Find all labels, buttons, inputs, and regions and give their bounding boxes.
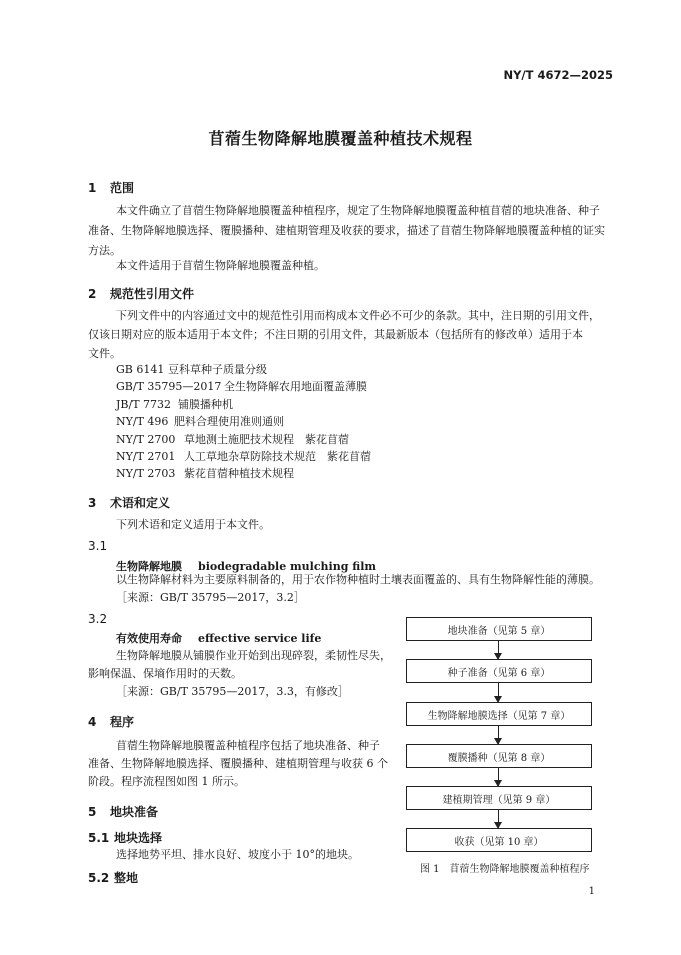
flowchart-step: 地块准备（见第 5 章）: [406, 617, 592, 641]
flowchart-step: 种子准备（见第 6 章）: [406, 659, 592, 683]
term-cn: 生物降解地膜: [116, 560, 182, 573]
term-definition-line: 生物降解地膜从铺膜作业开始到出现碎裂，柔韧性尽失，: [116, 649, 391, 662]
s1-scope-paragraph: 本文件适用于苜蓿生物降解地膜覆盖种植。: [116, 259, 325, 272]
flowchart-step: 覆膜播种（见第 8 章）: [406, 744, 592, 768]
term-3-2: [116, 630, 321, 646]
figure-caption: 图 1 苜蓿生物降解地膜覆盖种植程序: [420, 864, 590, 875]
reference-code: NY/T 2701: [116, 450, 176, 463]
reference-item: [116, 464, 294, 485]
flowchart-step: 建植期管理（见第 9 章）: [406, 786, 592, 810]
s2-paragraph-line: 文件。: [88, 347, 121, 360]
document-number: NY/T 4672—2025: [503, 68, 613, 82]
subsection-title: 整地: [114, 871, 139, 885]
section-number: 3: [88, 496, 97, 510]
reference-code: GB/T 35795—2017: [116, 380, 222, 393]
reference-title: 草地测土施肥技术规程 紫花苜蓿: [184, 433, 349, 446]
section-title: 程序: [110, 715, 135, 729]
page-number: 1: [588, 886, 595, 897]
flow-arrow: [498, 683, 499, 702]
section-5-heading: [88, 803, 158, 820]
reference-title: 肥料合理使用准则通则: [174, 415, 284, 428]
flow-arrow: [498, 641, 499, 659]
section-2-heading: [88, 285, 194, 302]
flowchart-step: 生物降解地膜选择（见第 7 章）: [406, 702, 592, 726]
term-number: 3.1: [88, 539, 108, 553]
section-number: 1: [88, 181, 97, 195]
section-title: 地块准备: [110, 805, 159, 819]
term-number: 3.2: [88, 612, 108, 626]
reference-title: 紫花苜蓿种植技术规程: [184, 467, 294, 480]
term-definition-line: 影响保温、保墒作用时的天数。: [88, 667, 242, 680]
s5-1-text: 选择地势平坦、排水良好、坡度小于 10°的地块。: [116, 848, 359, 861]
s2-paragraph-line: 下列文件中的内容通过文中的规范性引用而构成本文件必不可少的条款。其中，注日期的引用文件，: [116, 309, 600, 322]
s4-paragraph-line: 苜蓿生物降解地膜覆盖种植程序包括了地块准备、种子: [116, 739, 380, 752]
reference-title: 人工草地杂草防除技术规范 紫花苜蓿: [184, 450, 371, 463]
reference-code: JB/T 7732: [116, 398, 172, 411]
section-title: 范围: [110, 181, 135, 195]
reference-title: 全生物降解农用地面覆盖薄膜: [224, 380, 367, 393]
reference-code: NY/T 2700: [116, 433, 176, 446]
subsection-title: 地块选择: [114, 831, 163, 845]
subsection-number: 5.2: [88, 871, 110, 885]
section-title: 规范性引用文件: [110, 287, 195, 301]
flow-arrow: [498, 810, 499, 828]
page-title: 苜蓿生物降解地膜覆盖种植技术规程: [208, 129, 473, 148]
flow-arrow: [498, 768, 499, 786]
section-title: 术语和定义: [110, 496, 171, 510]
flowchart-step: 收获（见第 10 章）: [406, 828, 592, 852]
section-4-heading: [88, 713, 134, 730]
reference-code: GB 6141: [116, 363, 165, 376]
flow-arrow: [498, 726, 499, 744]
s1-paragraph-line: 本文件确立了苜蓿生物降解地膜覆盖种植程序，规定了生物降解地膜覆盖种植苜蓿的地块准备、种子: [116, 204, 600, 217]
section-number: 4: [88, 715, 97, 729]
term-definition: 以生物降解材料为主要原料制备的，用于农作物种植时土壤表面覆盖的、具有生物降解性能的薄膜。: [116, 573, 600, 586]
section-3-heading: [88, 494, 170, 511]
term-source: ［来源：GB/T 35795—2017，3.3，有修改］: [116, 685, 349, 698]
subsection-number: 5.1: [88, 831, 110, 845]
subsection-5-1-heading: [88, 829, 162, 846]
s1-paragraph-line: 准备、生物降解地膜选择、覆膜播种、建植期管理及收获的要求，描述了苜蓿生物降解地膜覆盖种植的证实: [88, 224, 605, 237]
s4-paragraph-line: 准备、生物降解地膜选择、覆膜播种、建植期管理与收获 6 个: [88, 757, 388, 770]
s2-paragraph-line: 仅该日期对应的版本适用于本文件；不注日期的引用文件，其最新版本（包括所有的修改单）适用于本: [88, 328, 583, 341]
reference-code: NY/T 496: [116, 415, 169, 428]
reference-title: 豆科草种子质量分级: [168, 363, 267, 376]
reference-code: NY/T 2703: [116, 467, 176, 480]
term-en: effective service life: [198, 632, 322, 645]
s3-intro: 下列术语和定义适用于本文件。: [116, 518, 270, 531]
s4-paragraph-line: 阶段。程序流程图如图 1 所示。: [88, 775, 245, 788]
reference-title: 铺膜播种机: [178, 398, 233, 411]
term-en: biodegradable mulching film: [198, 560, 377, 573]
s1-paragraph-line: 方法。: [88, 244, 121, 257]
section-number: 5: [88, 805, 97, 819]
term-cn: 有效使用寿命: [116, 632, 182, 645]
section-1-heading: [88, 179, 134, 196]
section-number: 2: [88, 287, 97, 301]
subsection-5-2-heading: [88, 869, 138, 886]
term-source: ［来源：GB/T 35795—2017，3.2］: [116, 591, 305, 604]
